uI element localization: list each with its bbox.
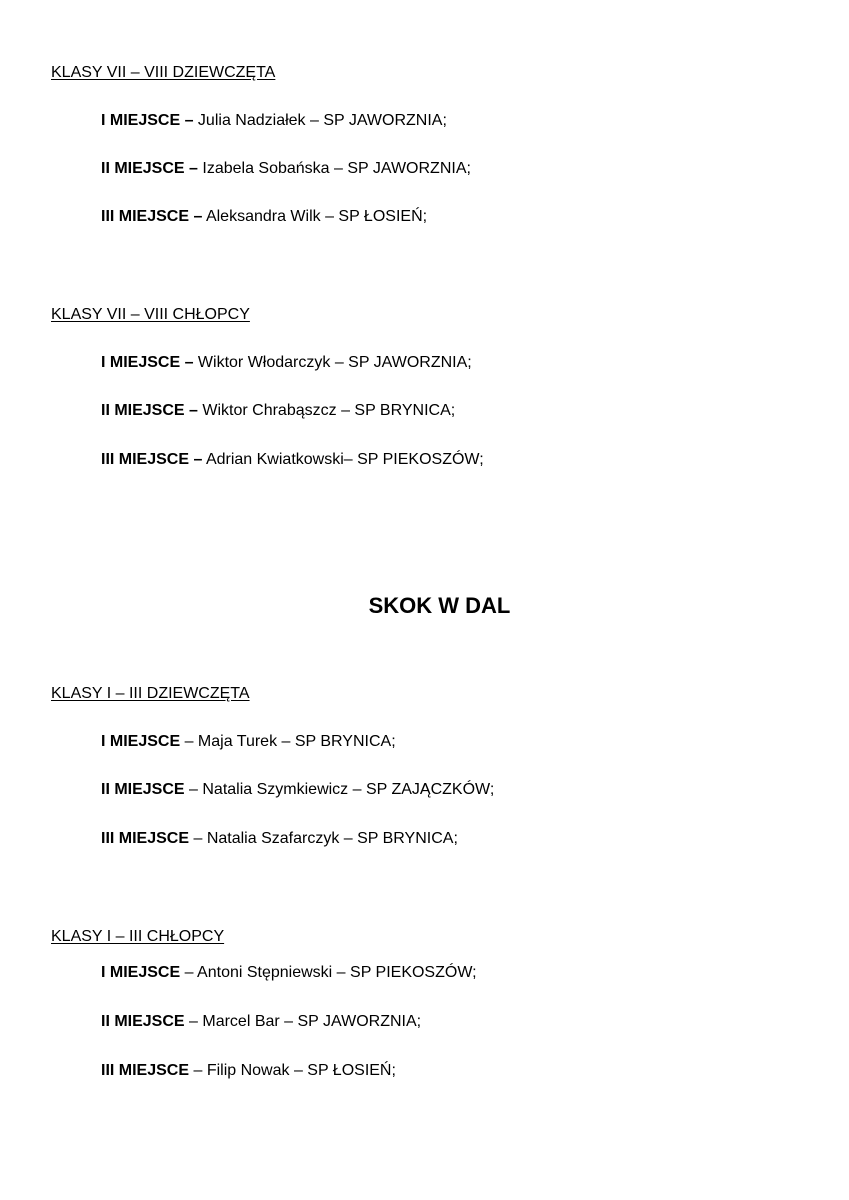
place-label: II MIEJSCE	[101, 1013, 185, 1030]
result-entry	[101, 781, 494, 799]
place-label: I MIEJSCE –	[101, 354, 194, 371]
result-text: Wiktor Chrabąszcz – SP BRYNICA;	[197, 402, 456, 419]
result-entry	[101, 160, 471, 178]
place-label: III MIEJSCE –	[101, 208, 203, 225]
result-entry	[101, 830, 458, 848]
result-entry	[101, 112, 447, 130]
result-entry	[101, 1013, 421, 1031]
result-text: – Filip Nowak – SP ŁOSIEŃ;	[189, 1062, 396, 1079]
place-label: I MIEJSCE –	[101, 112, 194, 129]
place-label: II MIEJSCE	[101, 781, 185, 798]
result-entry	[101, 1062, 396, 1080]
result-text: – Natalia Szafarczyk – SP BRYNICA;	[189, 830, 458, 847]
result-entry	[101, 964, 477, 982]
place-label: I MIEJSCE	[101, 733, 181, 750]
place-label: III MIEJSCE	[101, 1062, 190, 1079]
section-header-vii-viii-girls: KLASY VII – VIII DZIEWCZĘTA	[51, 64, 276, 81]
result-entry	[101, 402, 455, 420]
result-text: Wiktor Włodarczyk – SP JAWORZNIA;	[193, 354, 472, 371]
place-label: II MIEJSCE –	[101, 160, 198, 177]
section-header-vii-viii-boys: KLASY VII – VIII CHŁOPCY	[51, 306, 250, 323]
result-entry	[101, 451, 484, 469]
place-label: I MIEJSCE	[101, 964, 181, 981]
place-label: III MIEJSCE –	[101, 451, 203, 468]
result-text: Julia Nadziałek – SP JAWORZNIA;	[193, 112, 447, 129]
place-label: II MIEJSCE –	[101, 402, 198, 419]
section-header-i-iii-girls: KLASY I – III DZIEWCZĘTA	[51, 685, 250, 702]
result-text: – Antoni Stępniewski – SP PIEKOSZÓW;	[180, 964, 477, 981]
result-text: – Marcel Bar – SP JAWORZNIA;	[184, 1013, 422, 1030]
result-text: – Maja Turek – SP BRYNICA;	[180, 733, 396, 750]
discipline-title: SKOK W DAL	[368, 593, 511, 618]
result-text: – Natalia Szymkiewicz – SP ZAJĄCZKÓW;	[184, 781, 495, 798]
result-entry	[101, 354, 472, 372]
place-label: III MIEJSCE	[101, 830, 190, 847]
result-text: Adrian Kwiatkowski– SP PIEKOSZÓW;	[202, 451, 484, 468]
result-entry	[101, 208, 427, 226]
result-text: Aleksandra Wilk – SP ŁOSIEŃ;	[202, 208, 428, 225]
result-text: Izabela Sobańska – SP JAWORZNIA;	[197, 160, 471, 177]
section-header-i-iii-boys: KLASY I – III CHŁOPCY	[51, 928, 225, 945]
result-entry	[101, 733, 396, 751]
